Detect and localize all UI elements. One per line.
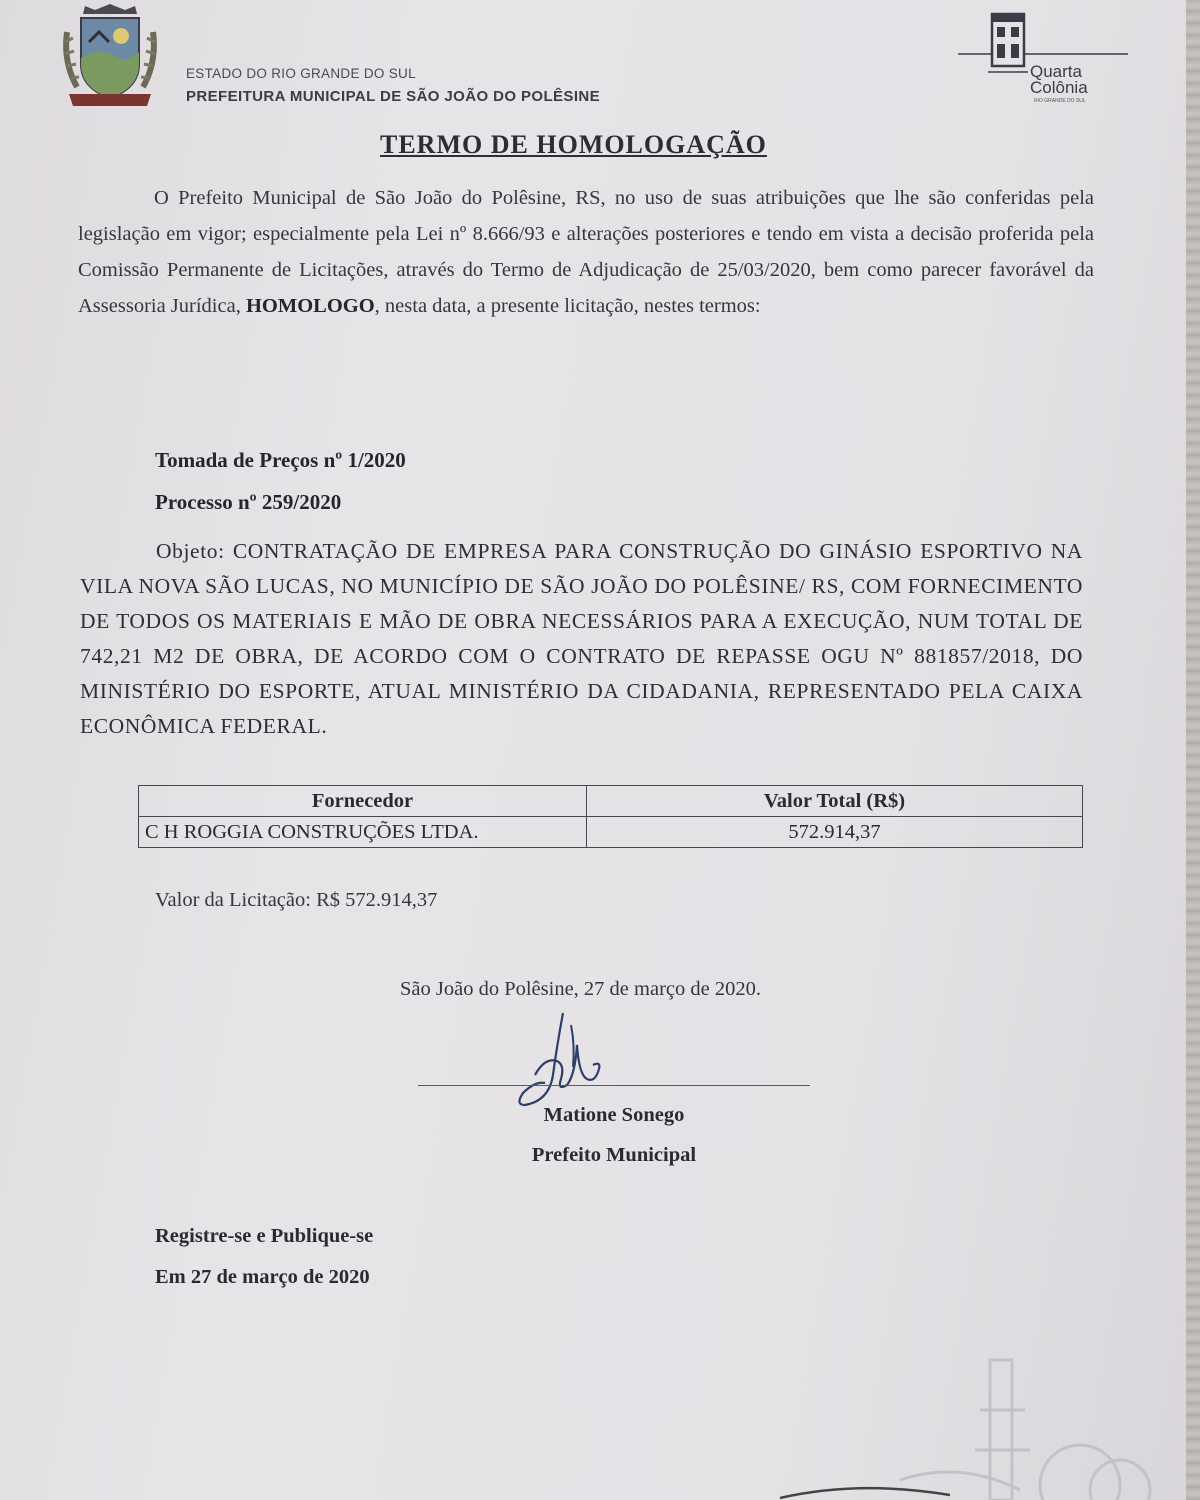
signatory-name: Matione Sonego: [543, 1104, 685, 1126]
valor-da-licitacao: Valor da Licitação: R$ 572.914,37: [155, 889, 438, 911]
quarta-colonia-subtitle: RIO GRANDE DO SUL: [1034, 98, 1086, 104]
registro-line-2: Em 27 de março de 2020: [155, 1266, 370, 1288]
quarta-colonia-wordmark: Quarta Colônia: [1030, 62, 1088, 97]
column-header-fornecedor: Fornecedor: [139, 786, 587, 817]
intro-paragraph: O Prefeito Municipal de São João do Polêsine, RS, no uso de suas atribuições que lhe são conferidas pela legislação em vigor; especialmente pela Lei nº 8.666/93 e alterações posteriores e tendo em vista a decisão proferida pela Comissão Permanente de Licitações, através do Termo de Adjudicação de 25/03/2020, bem como parecer favorável da Assessoria Jurídica, HOMOLOGO, nesta data, a presente licitação, nestes termos:: [78, 187, 1094, 317]
homologo-keyword: HOMOLOGO: [245, 295, 375, 317]
table-header-row: [139, 786, 1083, 817]
signature-line: [418, 1085, 810, 1086]
handwritten-signature: [505, 1005, 615, 1110]
column-header-valor-total: Valor Total (R$): [587, 786, 1083, 817]
municipal-coat-of-arms-logo: [55, 2, 165, 112]
header-state-name: ESTADO DO RIO GRANDE DO SUL: [186, 66, 416, 81]
watermark-illustration: [760, 1350, 1200, 1500]
valor-total-cell: 572.914,37: [587, 817, 1083, 848]
header-prefeitura-name: PREFEITURA MUNICIPAL DE SÃO JOÃO DO POLÊSINE: [186, 88, 601, 105]
objeto-paragraph: Objeto: CONTRATAÇÃO DE EMPRESA PARA CONSTRUÇÃO DO GINÁSIO ESPORTIVO NA VILA NOVA SÃO LUCAS, NO MUNICÍPIO DE SÃO JOÃO DO POLÊSINE/ RS, COM FORNECIMENTO DE TODOS OS MATERIAIS E MÃO DE OBRA NECESSÁRIOS PARA A EXECUÇÃO, NUM TOTAL DE 742,21 M2 DE OBRA, DE ACORDO COM O CONTRATO DE REPASSE OGU Nº 881857/2018, DO MINISTÉRIO DO ESPORTE, ATUAL MINISTÉRIO DA CIDADANIA, REPRESENTADO PELA CAIXA ECONÔMICA FEDERAL.: [80, 539, 1083, 738]
tomada-de-precos: Tomada de Preços nº 1/2020: [155, 448, 406, 472]
processo-number: Processo nº 259/2020: [155, 490, 342, 514]
signatory-role: Prefeito Municipal: [531, 1144, 697, 1166]
fornecedor-name-cell: C H ROGGIA CONSTRUÇÕES LTDA.: [139, 817, 587, 848]
document-title: TERMO DE HOMOLOGAÇÃO: [380, 130, 767, 159]
table-row: [139, 817, 1083, 848]
fornecedor-table: [138, 785, 1083, 848]
registro-line-1: Registre-se e Publique-se: [155, 1225, 374, 1247]
place-and-date: São João do Polêsine, 27 de março de 2020.: [400, 978, 761, 1000]
paper-edge: [1186, 0, 1200, 1500]
